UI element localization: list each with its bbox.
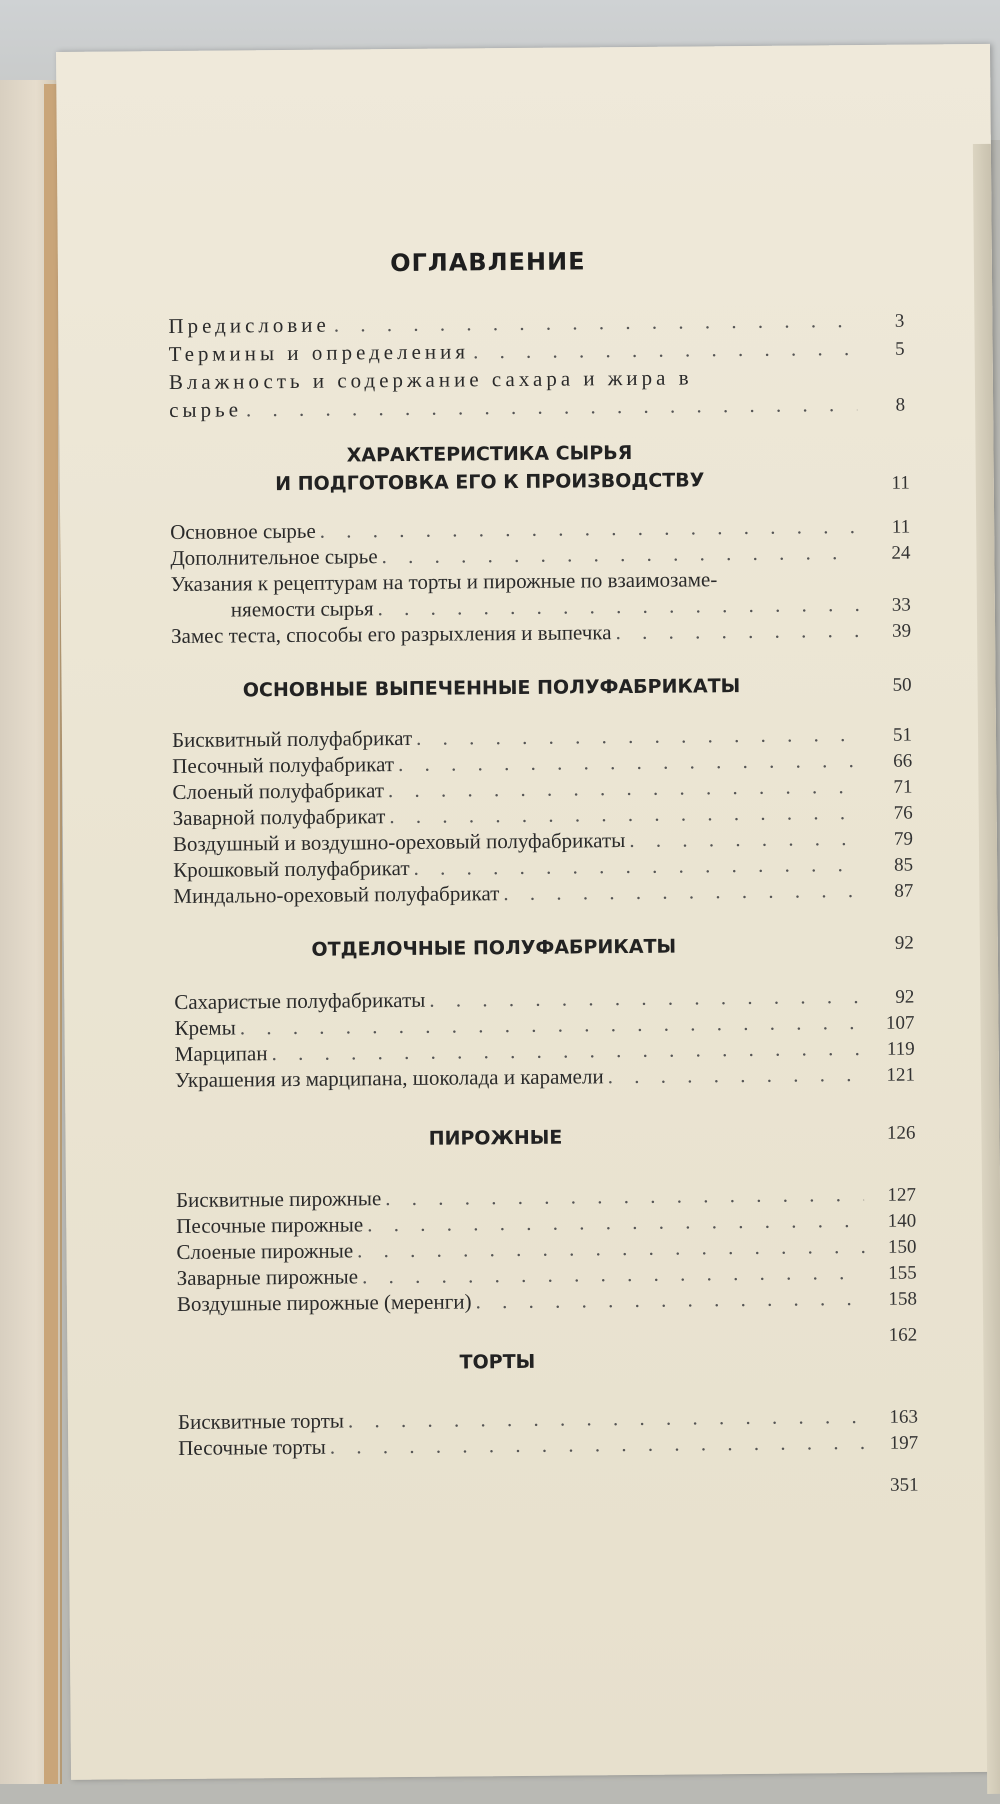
leader-dots	[246, 391, 857, 422]
toc-entry-page: 24	[891, 542, 911, 564]
leader-dots	[608, 1061, 864, 1089]
toc-entry-label: Замес теста, способы его разрыхления и выпечка	[170, 620, 612, 649]
toc-entry-label: Бисквитные торты	[177, 1408, 345, 1434]
toc-entry-page: 8	[895, 394, 910, 416]
toc-entry-label: Бисквитный полуфабрикат	[171, 725, 413, 753]
section-page: 162	[888, 1324, 918, 1346]
leader-dots	[475, 1285, 865, 1314]
leader-dots	[389, 799, 861, 829]
toc-entry-moisture-cont	[169, 391, 909, 425]
table-of-contents	[116, 44, 941, 1779]
toc-entry-page: 79	[893, 828, 913, 850]
section-heading: ОТДЕЛОЧНЫЕ ПОЛУФАБРИКАТЫ	[311, 935, 677, 961]
toc-entry-label: Крошковый полуфабрикат	[173, 855, 410, 883]
toc-entry-page: 140	[887, 1210, 917, 1232]
toc-entry-page: 76	[893, 802, 913, 824]
page-number: 351	[889, 1474, 919, 1496]
section-heading: И ПОДГОТОВКА ЕГО К ПРОИЗВОДСТВУ	[275, 469, 705, 496]
toc-entry-label: Указания к рецептурам на торты и пирожные по взаимозаме-	[170, 567, 718, 597]
toc-entry-label: Бисквитные пирожные	[175, 1186, 382, 1212]
toc-entry-page: 197	[889, 1432, 919, 1454]
section-page: 92	[894, 932, 914, 954]
section-page: 50	[892, 674, 912, 696]
toc-entry-label: Кремы	[174, 1015, 236, 1041]
toc-entry-page: 121	[886, 1064, 916, 1086]
toc-entry	[173, 877, 913, 911]
toc-entry-label: Заварные пирожные	[176, 1264, 359, 1290]
toc-entry-label: Воздушные пирожные (меренги)	[176, 1289, 472, 1316]
book-spine-edge	[44, 84, 58, 1784]
toc-entry-label: Украшения из марципана, шоколада и карамели	[174, 1064, 604, 1093]
section-page: 11	[891, 472, 910, 494]
section-heading: ТОРТЫ	[459, 1350, 536, 1374]
section-heading: ХАРАКТЕРИСТИКА СЫРЬЯ	[346, 441, 633, 467]
toc-entry-label: Слоеный полуфабрикат	[172, 778, 385, 805]
toc-entry-page: 71	[893, 776, 913, 798]
leader-dots	[330, 1429, 867, 1460]
leader-dots	[398, 747, 860, 777]
page-stack-edge	[973, 144, 1000, 1794]
toc-entry-label: Термины и определения	[168, 339, 470, 367]
toc-entry-page: 51	[892, 724, 913, 746]
leader-dots	[615, 617, 859, 645]
toc-entry-label: Слоеные пирожные	[176, 1238, 354, 1264]
toc-entry-label: Влажность и содержание сахара и жира в	[168, 365, 693, 395]
toc-entry-page: 158	[888, 1288, 918, 1310]
leader-dots	[416, 721, 860, 751]
toc-entry-label: Марципан	[174, 1041, 268, 1067]
leader-dots	[503, 877, 861, 906]
leader-dots	[334, 307, 857, 338]
section-heading: ПИРОЖНЫЕ	[428, 1126, 563, 1150]
toc-entry	[175, 1061, 915, 1095]
toc-entry-page: 39	[891, 620, 912, 642]
toc-entry	[171, 617, 911, 651]
toc-entry-label: Воздушный и воздушно-ореховый полуфабрикаты	[172, 828, 626, 857]
section-page: 126	[886, 1122, 916, 1144]
book-page	[56, 44, 1000, 1780]
toc-entry-label-cont: сырье	[169, 397, 243, 423]
toc-entry	[178, 1429, 918, 1463]
toc-entry-page: 127	[887, 1184, 917, 1206]
toc-entry-page: 66	[893, 750, 913, 772]
toc-entry-label: Песочные пирожные	[176, 1212, 364, 1238]
toc-entry-label: Песочный полуфабрикат	[172, 752, 395, 779]
toc-entry-label: Песочные торты	[178, 1434, 326, 1460]
toc-entry-page: 3	[894, 310, 909, 332]
toc-entry-moisture	[169, 363, 909, 395]
toc-entry-label-cont: няемости сырья	[230, 596, 374, 622]
toc-entry-label: Дополнительное сырье	[170, 544, 378, 571]
toc-entry-page: 85	[894, 854, 914, 876]
toc-entry-label: Заварной полуфабрикат	[172, 804, 386, 831]
leader-dots	[629, 825, 861, 853]
toc-entry-label: Предисловие	[168, 312, 330, 339]
leader-dots	[473, 335, 857, 364]
toc-entry-label: Сахаристые полуфабрикаты	[174, 987, 426, 1015]
toc-entry-page: 11	[891, 516, 911, 538]
toc-entry-page: 33	[891, 594, 911, 616]
toc-entry-page: 155	[888, 1262, 917, 1284]
section-heading: ОСНОВНЫЕ ВЫПЕЧЕННЫЕ ПОЛУФАБРИКАТЫ	[242, 675, 741, 702]
toc-entry-page: 107	[885, 1012, 915, 1034]
toc-entry	[177, 1285, 917, 1319]
leader-dots	[388, 773, 861, 803]
toc-entry-page: 92	[895, 986, 915, 1008]
leader-dots	[429, 983, 862, 1013]
toc-entry-label: Миндально-ореховый полуфабрикат	[173, 881, 500, 909]
toc-entry-page: 150	[887, 1236, 917, 1258]
toc-entry-label: Основное сырье	[170, 518, 316, 545]
toc-entry-page: 5	[895, 338, 909, 360]
leader-dots	[413, 851, 861, 881]
toc-entry-page: 119	[886, 1038, 915, 1060]
toc-entry-page: 87	[894, 880, 914, 902]
page-title: ОГЛАВЛЕНИЕ	[390, 247, 586, 278]
toc-entry-page: 163	[889, 1406, 919, 1428]
